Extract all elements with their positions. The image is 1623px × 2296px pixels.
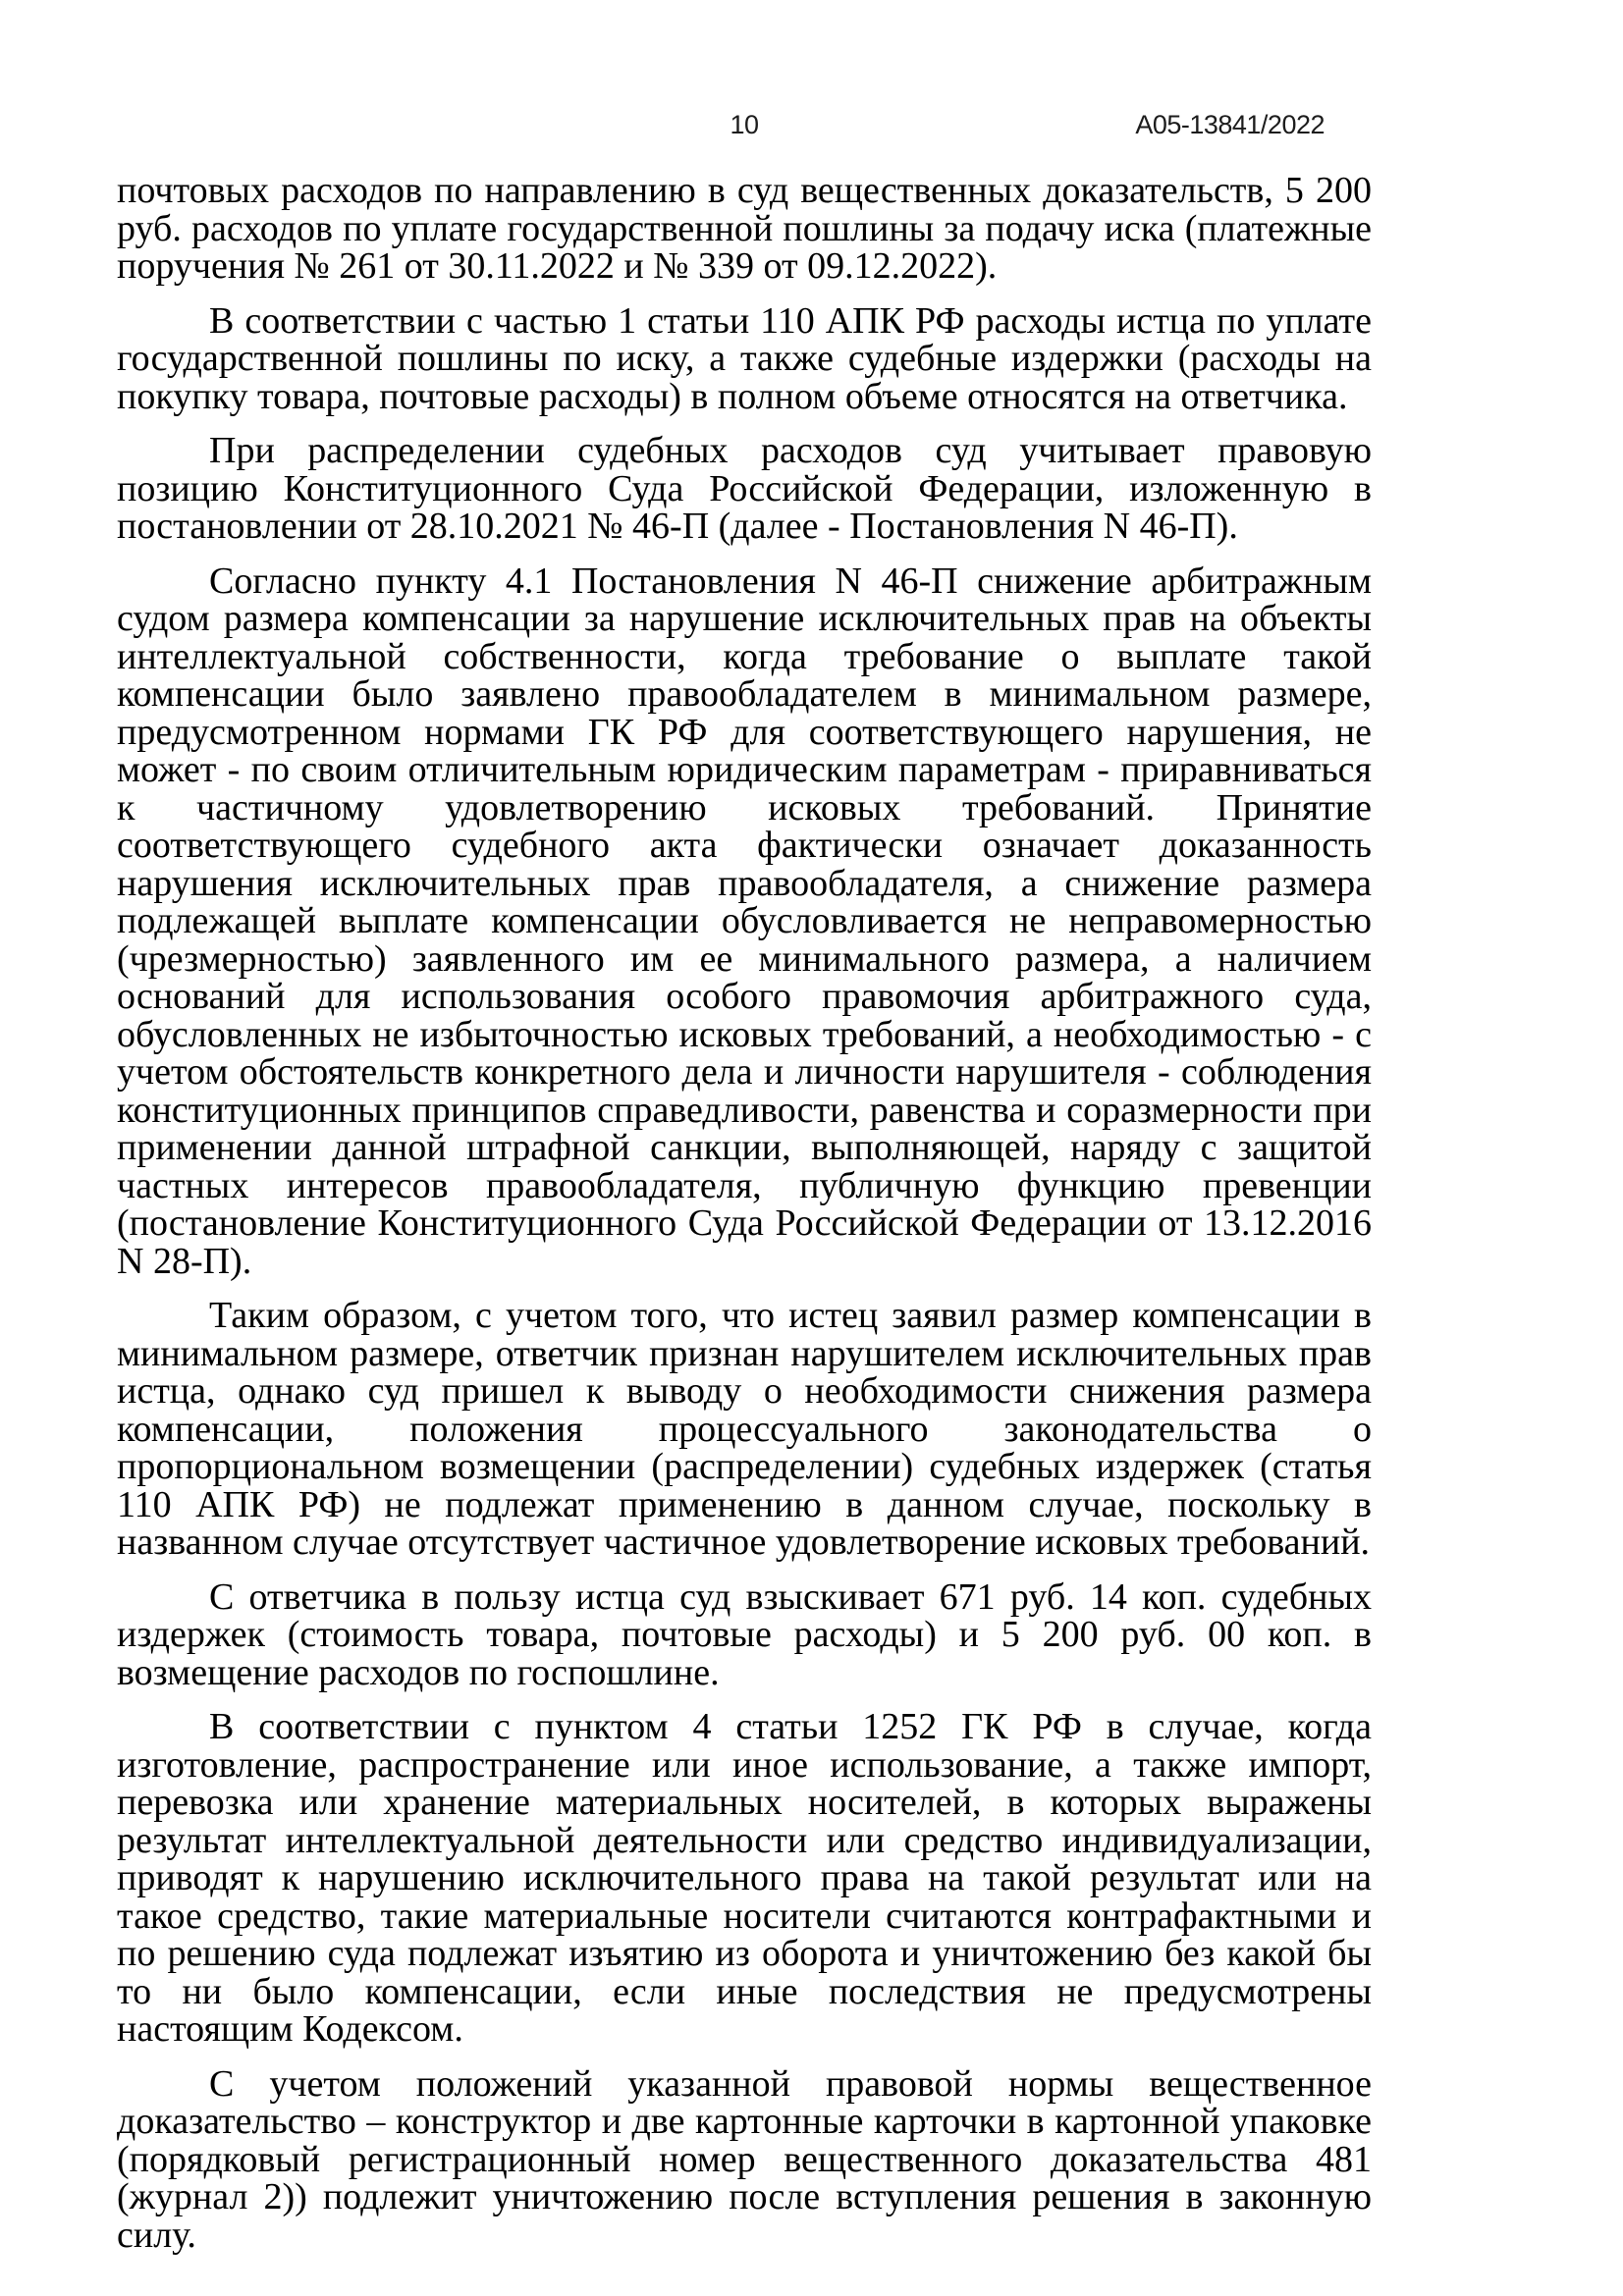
paragraph-compensation-conclusion: Таким образом, с учетом того, что истец заявил размер компенсации в минимальном размере, ответчик признан нарушителем исключительных прав истца, однако суд пришел к выводу о необходимости снижения размера компенсации, положения процессуального законодательства о пропорциональном возмещении (распределении) судебных издержек (статья 110 АПК РФ) не подлежат применению в данном случае, поскольку в названном случае отсутствует частичное удовлетворение исковых требований. [117, 1295, 1372, 1563]
case-number: А05-13841/2022 [1135, 110, 1325, 139]
paragraph-apk-110: В соответствии с частью 1 статьи 110 АПК РФ расходы истца по уплате государственной пошлины по иску, а также судебные издержки (расходы на покупку товара, почтовые расходы) в полном объеме относятся на ответчика. [117, 299, 1372, 417]
paragraph-evidence-destruction: С учетом положений указанной правовой нормы вещественное доказательство – конструктор и две картонные карточки в картонной упаковке (порядковый регистрационный номер вещественного доказательства 481 (журнал 2)) подлежит уничтожению после вступления решения в законную силу. [117, 2062, 1372, 2256]
page-number: 10 [730, 110, 759, 139]
page-header [117, 111, 1372, 144]
paragraph-postal-expenses: почтовых расходов по направлению в суд вещественных доказательств, 5 200 руб. расходов по уплате государственной пошлины за подачу иска (платежные поручения № 261 от 30.11.2022 и № 339 от 09.12.2022). [117, 170, 1372, 287]
paragraph-resolution-46p-item-4-1: Согласно пункту 4.1 Постановления N 46-П снижение арбитражным судом размера компенсации за нарушение исключительных прав на объекты интеллектуальной собственности, когда требование о выплате такой компенсации было заявлено правообладателем в минимальном размере, предусмотренном нормами ГК РФ для соответствующего нарушения, не может - по своим отличительным юридическим параметрам - приравниваться к частичному удовлетворению исковых требований. Принятие соответствующего судебного акта фактически означает доказанность нарушения исключительных прав правообладателя, а снижение размера подлежащей выплате компенсации обусловливается не неправомерностью (чрезмерностью) заявленного им ее минимального размера, а наличием оснований для использования особого правомочия арбитражного суда, обусловленных не избыточностью исковых требований, а необходимостью - с учетом обстоятельств конкретного дела и личности нарушителя - соблюдения конституционных принципов справедливости, равенства и соразмерности при применении данной штрафной санкции, выполняющей, наряду с защитой частных интересов правообладателя, публичную функцию превенции (постановление Конституционного Суда Российской Федерации от 13.12.2016 N 28-П). [117, 560, 1372, 1282]
paragraph-gk-1252-item-4: В соответствии с пунктом 4 статьи 1252 ГК РФ в случае, когда изготовление, распространение или иное использование, а также импорт, перевозка или хранение материальных носителей, в которых выражены результат интеллектуальной деятельности или средство индивидуализации, приводят к нарушению исключительного права на такой результат или на такое средство, такие материальные носители считаются контрафактными и по решению суда подлежат изъятию из оборота и уничтожению без какой бы то ни было компенсации, если иные последствия не предусмотрены настоящим Кодексом. [117, 1706, 1372, 2050]
paragraph-amounts-awarded: С ответчика в пользу истца суд взыскивает 671 руб. 14 коп. судебных издержек (стоимость товара, почтовые расходы) и 5 200 руб. 00 коп. в возмещение расходов по госпошлине. [117, 1575, 1372, 1693]
paragraph-constitutional-court-position: При распределении судебных расходов суд учитывает правовую позицию Конституционного Суда Российской Федерации, изложенную в постановлении от 28.10.2021 № 46-П (далее - Постановления N 46-П). [117, 430, 1372, 547]
document-body [117, 172, 1372, 2270]
